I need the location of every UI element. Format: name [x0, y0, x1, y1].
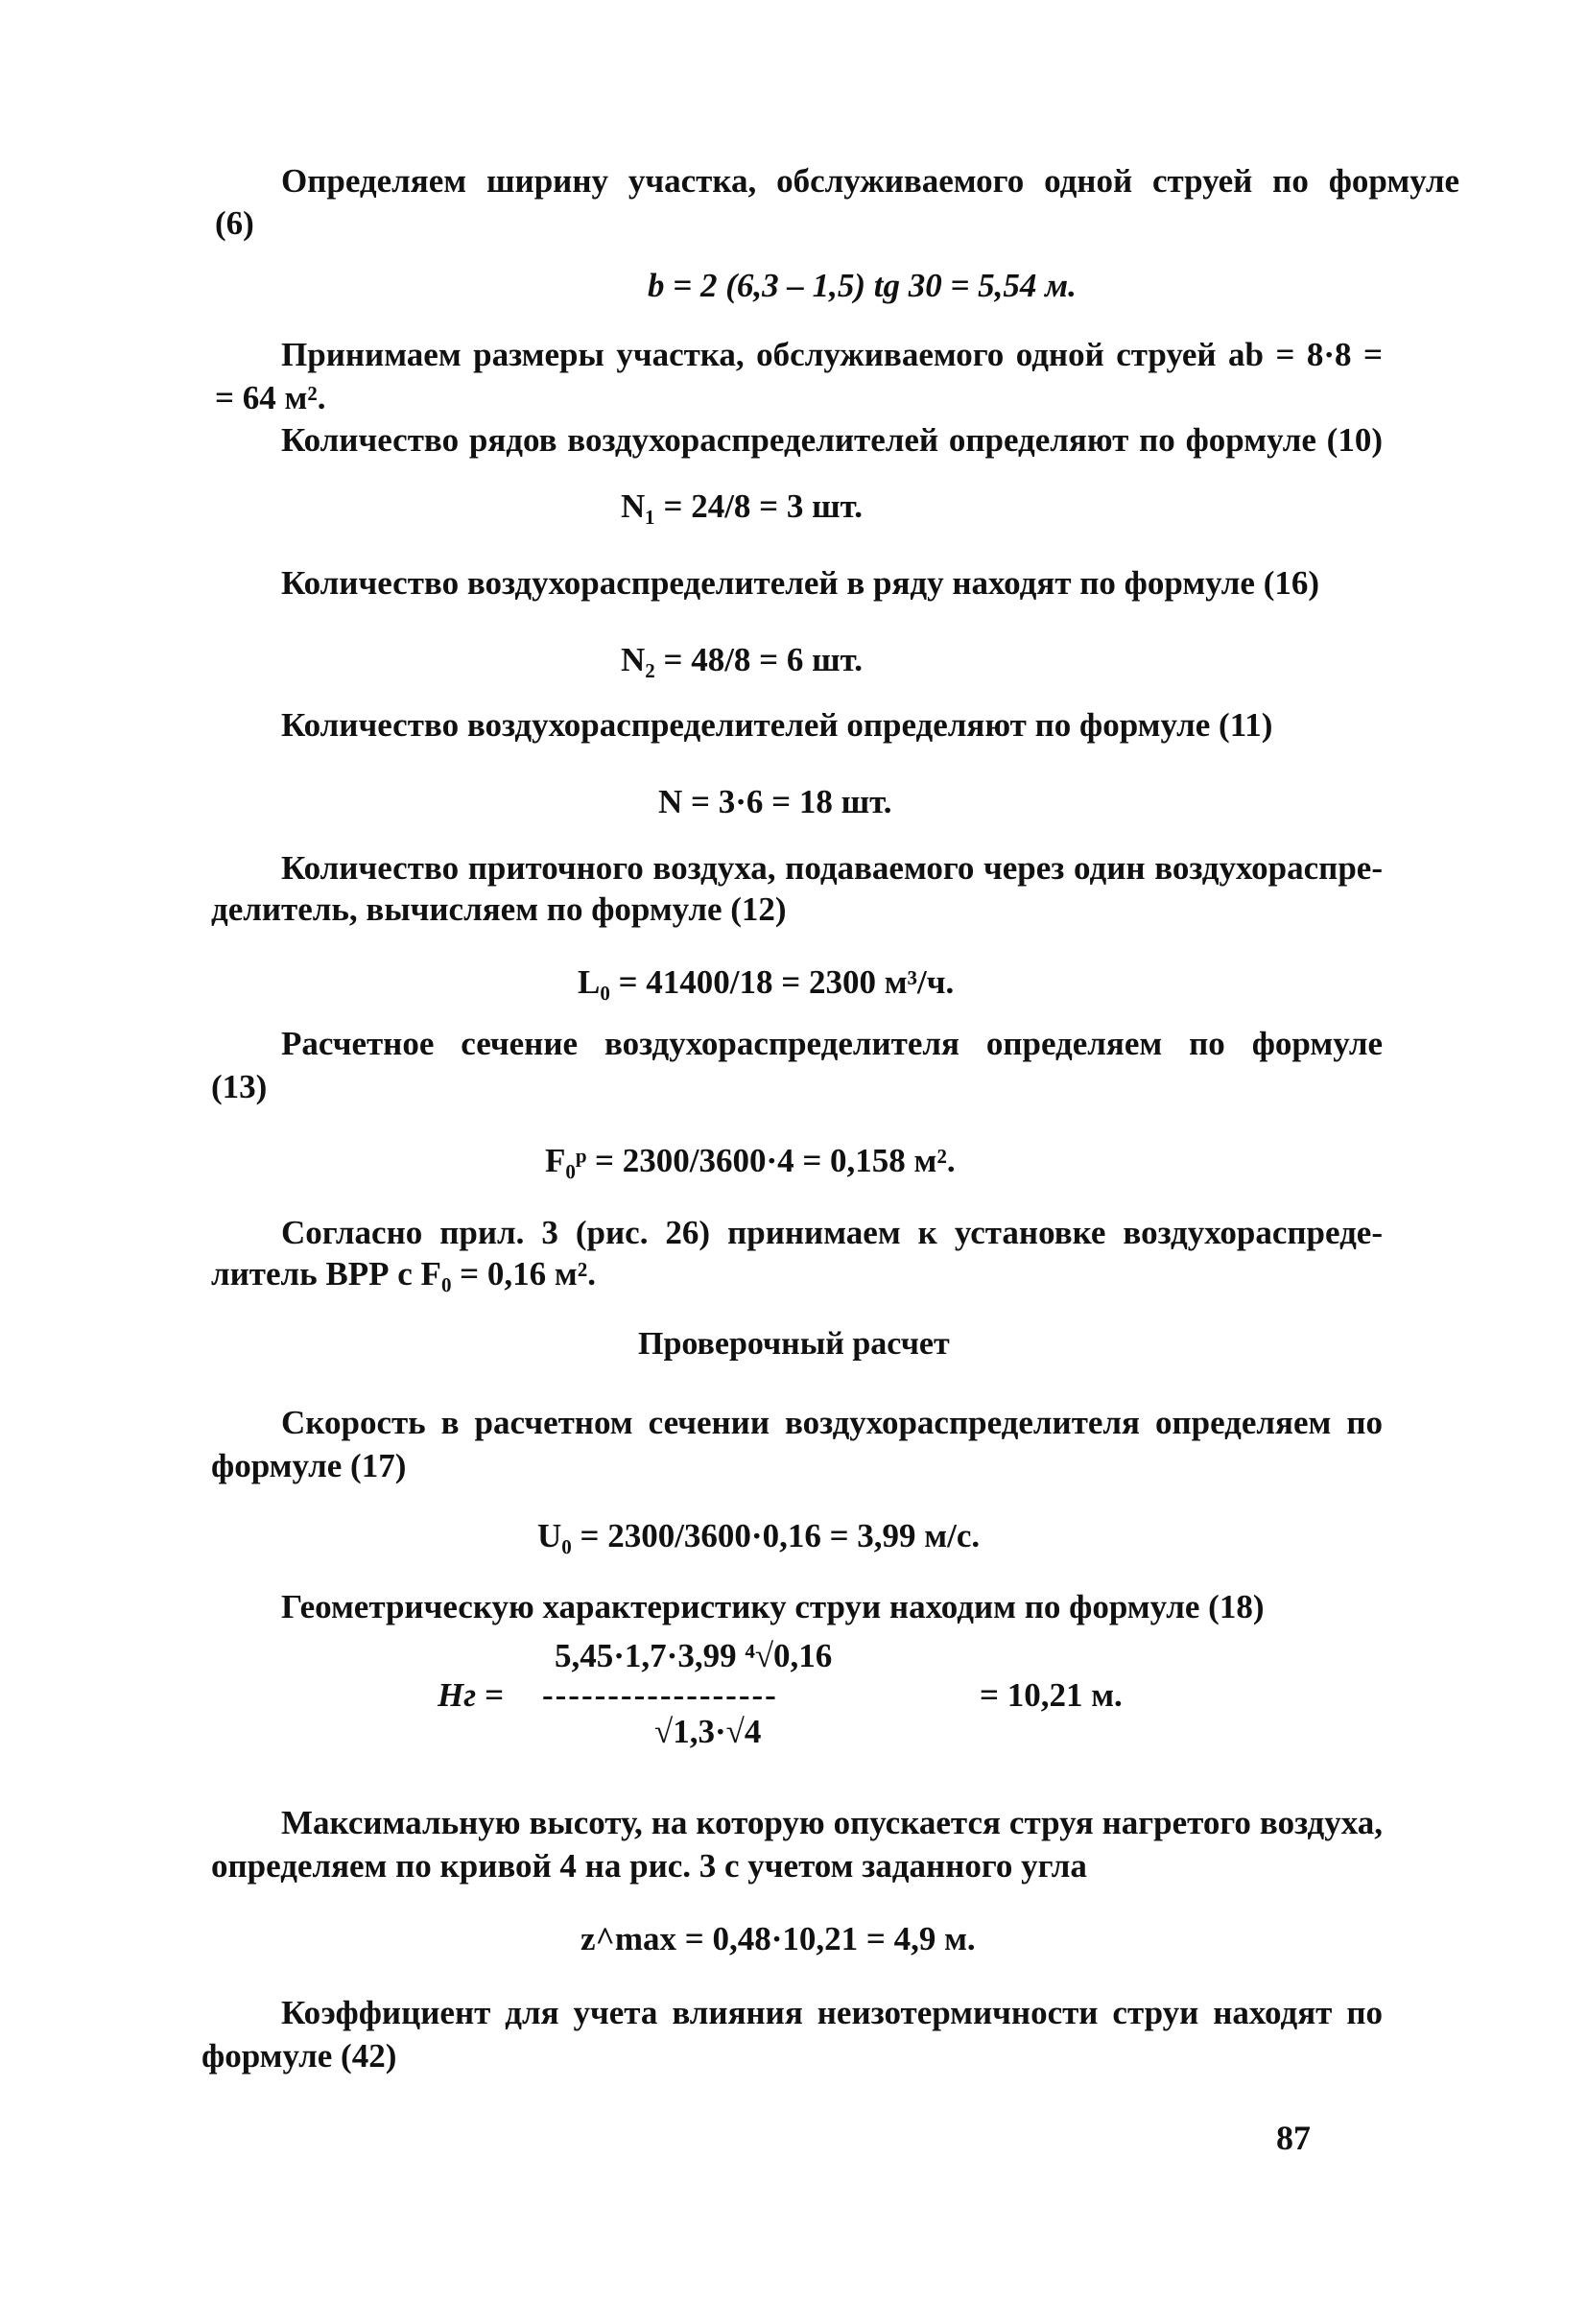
formula-u0: U₀ = 2300/3600·0,16 = 3,99 м/с.: [537, 1517, 981, 1554]
paragraph-line: Количество воздухораспределителей определяют по формуле (11): [281, 706, 1273, 744]
paragraph-line: литель ВРР с F₀ = 0,16 м².: [211, 1255, 596, 1292]
paragraph-line: Количество воздухораспределителей в ряду находят по формуле (16): [281, 564, 1320, 602]
paragraph-line: = 64 м².: [215, 379, 326, 416]
paragraph-line: формуле (17): [211, 1447, 407, 1484]
paragraph-line: Скорость в расчетном сечении воздухораспределителя определяем по: [281, 1404, 1383, 1441]
formula-n: N = 3·6 = 18 шт.: [658, 783, 892, 820]
formula-zmax: z^max = 0,48·10,21 = 4,9 м.: [580, 1920, 976, 1957]
formula-n1: N₁ = 24/8 = 3 шт.: [621, 487, 863, 525]
section-heading: Проверочный расчет: [638, 1326, 950, 1362]
fraction-denominator: √1,3·√4: [654, 1713, 762, 1750]
paragraph-line: формуле (42): [201, 2037, 397, 2075]
paragraph-line: определяем по кривой 4 на рис. 3 с учетом заданного угла: [211, 1847, 1087, 1885]
fraction-bar: ------------------: [542, 1676, 778, 1714]
formula-width: b = 2 (6,3 – 1,5) tg 30 = 5,54 м.: [648, 267, 1077, 304]
formula-hg-label: Hг =: [438, 1676, 504, 1714]
paragraph-line: Количество приточного воздуха, подаваемого через один воздухораспре-: [281, 849, 1383, 887]
paragraph-line: Количество рядов воздухораспределителей определяют по формуле (10): [281, 421, 1383, 459]
paragraph-line: Принимаем размеры участка, обслуживаемого одной струей ab = 8·8 =: [281, 336, 1383, 373]
paragraph-line: (6): [215, 204, 254, 242]
page-number: 87: [1276, 2119, 1311, 2157]
formula-n2: N₂ = 48/8 = 6 шт.: [621, 641, 863, 678]
paragraph-line: Коэффициент для учета влияния неизотермичности струи находят по: [281, 1994, 1383, 2031]
paragraph-line: Максимальную высоту, на которую опускается струя нагретого воздуха,: [281, 1804, 1383, 1841]
formula-f0p: F₀ᵖ = 2300/3600·4 = 0,158 м².: [545, 1142, 956, 1179]
paragraph-line: Определяем ширину участка, обслуживаемого одной струей по формуле: [281, 162, 1459, 200]
paragraph-line: Геометрическую характеристику струи находим по формуле (18): [281, 1588, 1265, 1625]
fraction-numerator: 5,45·1,7·3,99 ⁴√0,16: [555, 1637, 833, 1674]
formula-l0: L₀ = 41400/18 = 2300 м³/ч.: [578, 963, 955, 1001]
paragraph-line: делитель, вычисляем по формуле (12): [211, 890, 787, 928]
paragraph-line: Согласно прил. 3 (рис. 26) принимаем к установке воздухораспреде-: [281, 1214, 1383, 1251]
paragraph-line: Расчетное сечение воздухораспределителя определяем по формуле: [281, 1025, 1383, 1062]
paragraph-line: (13): [211, 1068, 268, 1105]
formula-hg-result: = 10,21 м.: [980, 1676, 1123, 1714]
